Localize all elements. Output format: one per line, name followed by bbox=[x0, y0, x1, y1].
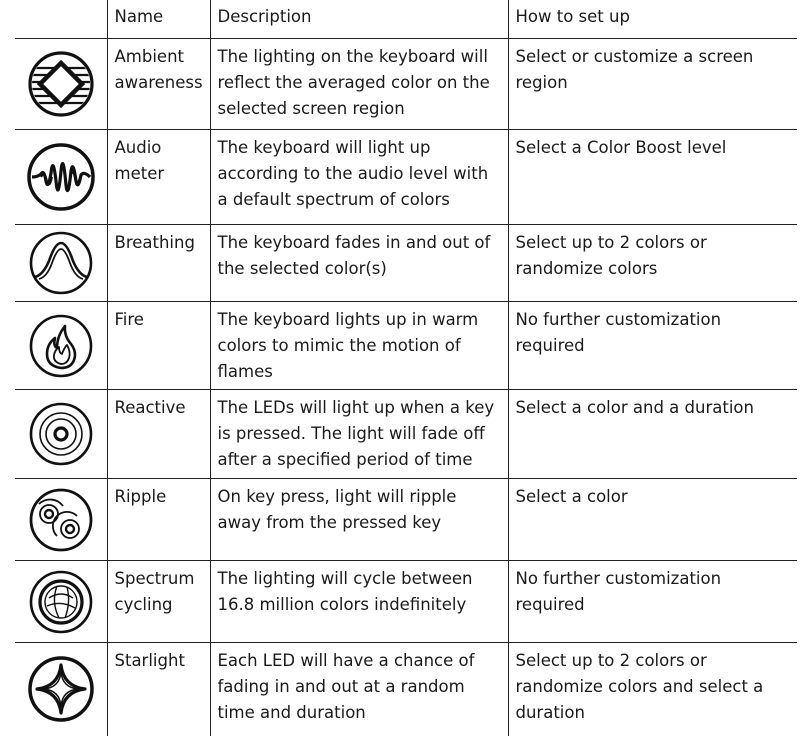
table-row bbox=[15, 561, 797, 643]
spectrum-cycling-icon bbox=[27, 568, 95, 636]
row-description: The keyboard will light up according to the audio level with a default spectrum of colors bbox=[210, 130, 508, 225]
header-icon bbox=[15, 0, 107, 39]
ambient-awareness-icon bbox=[25, 48, 97, 120]
row-name: Spectrum cycling bbox=[107, 561, 210, 643]
breathing-icon bbox=[27, 229, 95, 297]
row-how: Select a Color Boost level bbox=[508, 130, 797, 225]
reactive-icon bbox=[27, 400, 95, 468]
header-name: Name bbox=[107, 0, 210, 39]
table-header-row bbox=[15, 0, 797, 39]
row-name: Starlight bbox=[107, 643, 210, 736]
table-row bbox=[15, 390, 797, 479]
header-how: How to set up bbox=[508, 0, 797, 39]
row-description: The keyboard fades in and out of the selected color(s) bbox=[210, 225, 508, 302]
starlight-icon bbox=[25, 653, 97, 725]
header-description: Description bbox=[210, 0, 508, 39]
table-row bbox=[15, 643, 797, 736]
row-description: The LEDs will light up when a key is pressed. The light will fade off after a specified period of time bbox=[210, 390, 508, 479]
table-row bbox=[15, 39, 797, 130]
row-name: Breathing bbox=[107, 225, 210, 302]
row-description: The lighting on the keyboard will reflect the averaged color on the selected screen region bbox=[210, 39, 508, 130]
lighting-effects-table bbox=[15, 0, 797, 736]
ripple-icon bbox=[27, 486, 95, 554]
table-row bbox=[15, 302, 797, 390]
row-how: No further customization required bbox=[508, 302, 797, 390]
row-description: The lighting will cycle between 16.8 million colors indefinitely bbox=[210, 561, 508, 643]
table-row bbox=[15, 225, 797, 302]
row-how: Select up to 2 colors or randomize colors and select a duration bbox=[508, 643, 797, 736]
row-name: Ripple bbox=[107, 479, 210, 561]
table-row bbox=[15, 130, 797, 225]
row-how: Select a color and a duration bbox=[508, 390, 797, 479]
row-name: Ambient awareness bbox=[107, 39, 210, 130]
row-name: Reactive bbox=[107, 390, 210, 479]
row-name: Fire bbox=[107, 302, 210, 390]
row-name: Audio meter bbox=[107, 130, 210, 225]
table-row bbox=[15, 479, 797, 561]
row-how: Select a color bbox=[508, 479, 797, 561]
fire-icon bbox=[27, 312, 95, 380]
row-description: The keyboard lights up in warm colors to mimic the motion of flames bbox=[210, 302, 508, 390]
row-how: Select up to 2 colors or randomize colors bbox=[508, 225, 797, 302]
row-description: On key press, light will ripple away from the pressed key bbox=[210, 479, 508, 561]
row-how: Select or customize a screen region bbox=[508, 39, 797, 130]
row-how: No further customization required bbox=[508, 561, 797, 643]
audio-meter-icon bbox=[25, 141, 97, 213]
row-description: Each LED will have a chance of fading in and out at a random time and duration bbox=[210, 643, 508, 736]
